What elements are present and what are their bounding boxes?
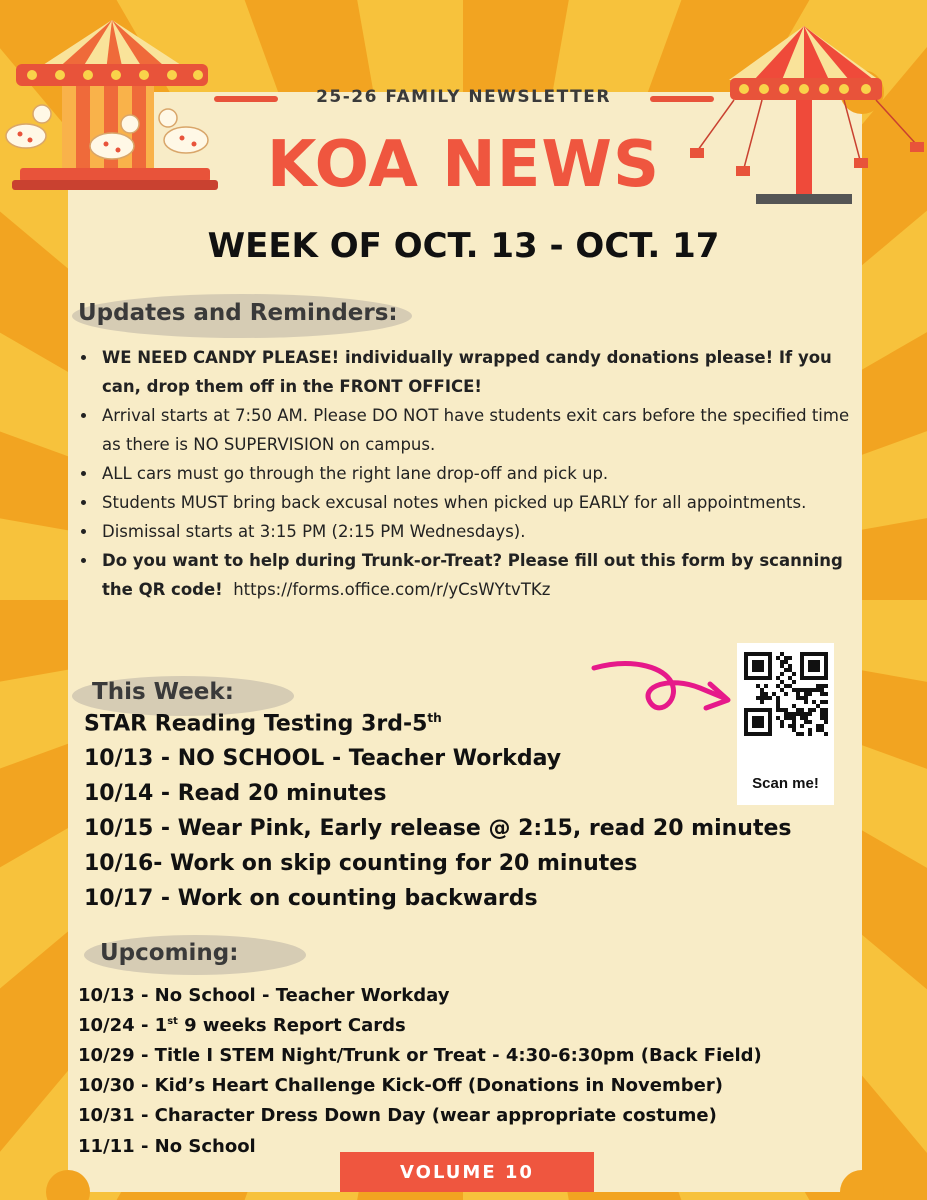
volume-label: VOLUME 10 bbox=[400, 1161, 534, 1183]
this-week-star-text: STAR Reading Testing 3rd-5 bbox=[84, 711, 428, 737]
this-week-star bbox=[84, 711, 442, 736]
upcoming-item bbox=[78, 1015, 406, 1036]
newsletter-kicker: 25-26 FAMILY NEWSLETTER bbox=[316, 87, 611, 107]
arrow-icon bbox=[590, 658, 735, 730]
upcoming-item: 10/30 - Kid’s Heart Challenge Kick-Off (Donations in November) bbox=[78, 1075, 723, 1096]
this-week-star-sup: th bbox=[427, 711, 442, 725]
this-week-item: 10/13 - NO SCHOOL - Teacher Workday bbox=[84, 746, 562, 771]
upcoming-item-text: 10/24 - 1 bbox=[78, 1015, 168, 1036]
qr-code-icon[interactable] bbox=[744, 652, 828, 736]
upcoming-heading: Upcoming: bbox=[100, 940, 239, 966]
this-week-item: 10/17 - Work on counting backwards bbox=[84, 886, 538, 911]
update-item: • Arrival starts at 7:50 AM. Please DO NOT have students exit cars before the specified time as there is NO SUPERVISION on campus. bbox=[98, 401, 868, 459]
update-item: • ALL cars must go through the right lane drop-off and pick up. bbox=[98, 459, 868, 488]
qr-scan-label: Scan me! bbox=[752, 775, 819, 792]
week-heading: WEEK OF OCT. 13 - OCT. 17 bbox=[207, 226, 720, 266]
this-week-heading: This Week: bbox=[92, 679, 234, 705]
volume-banner bbox=[340, 1152, 594, 1192]
upcoming-item: 10/13 - No School - Teacher Workday bbox=[78, 985, 450, 1006]
upcoming-item-sup: st bbox=[167, 1016, 178, 1027]
upcoming-item-text: 9 weeks Report Cards bbox=[177, 1015, 406, 1036]
upcoming-item: 10/29 - Title I STEM Night/Trunk or Treat - 4:30-6:30pm (Back Field) bbox=[78, 1045, 762, 1066]
page-title: KOA NEWS bbox=[266, 128, 661, 202]
update-item bbox=[98, 546, 868, 604]
this-week-item: 10/16- Work on skip counting for 20 minutes bbox=[84, 851, 638, 876]
form-link[interactable]: https://forms.office.com/r/yCsWYtvTKz bbox=[233, 580, 551, 599]
update-item-text: Do you want to help during Trunk-or-Treat? Please fill out this form by scanning the QR code! bbox=[102, 551, 843, 599]
update-item: • WE NEED CANDY PLEASE! individually wrapped candy donations please! If you can, drop them off in the FRONT OFFICE! bbox=[98, 343, 868, 401]
upcoming-item: 11/11 - No School bbox=[78, 1136, 256, 1157]
updates-heading: Updates and Reminders: bbox=[78, 300, 398, 326]
this-week-item: 10/14 - Read 20 minutes bbox=[84, 781, 387, 806]
update-item: • Students MUST bring back excusal notes when picked up EARLY for all appointments. bbox=[98, 488, 868, 517]
updates-list bbox=[76, 343, 868, 604]
update-item: • Dismissal starts at 3:15 PM (2:15 PM Wednesdays). bbox=[98, 517, 868, 546]
upcoming-item: 10/31 - Character Dress Down Day (wear appropriate costume) bbox=[78, 1105, 717, 1126]
this-week-item: 10/15 - Wear Pink, Early release @ 2:15, read 20 minutes bbox=[84, 816, 792, 841]
